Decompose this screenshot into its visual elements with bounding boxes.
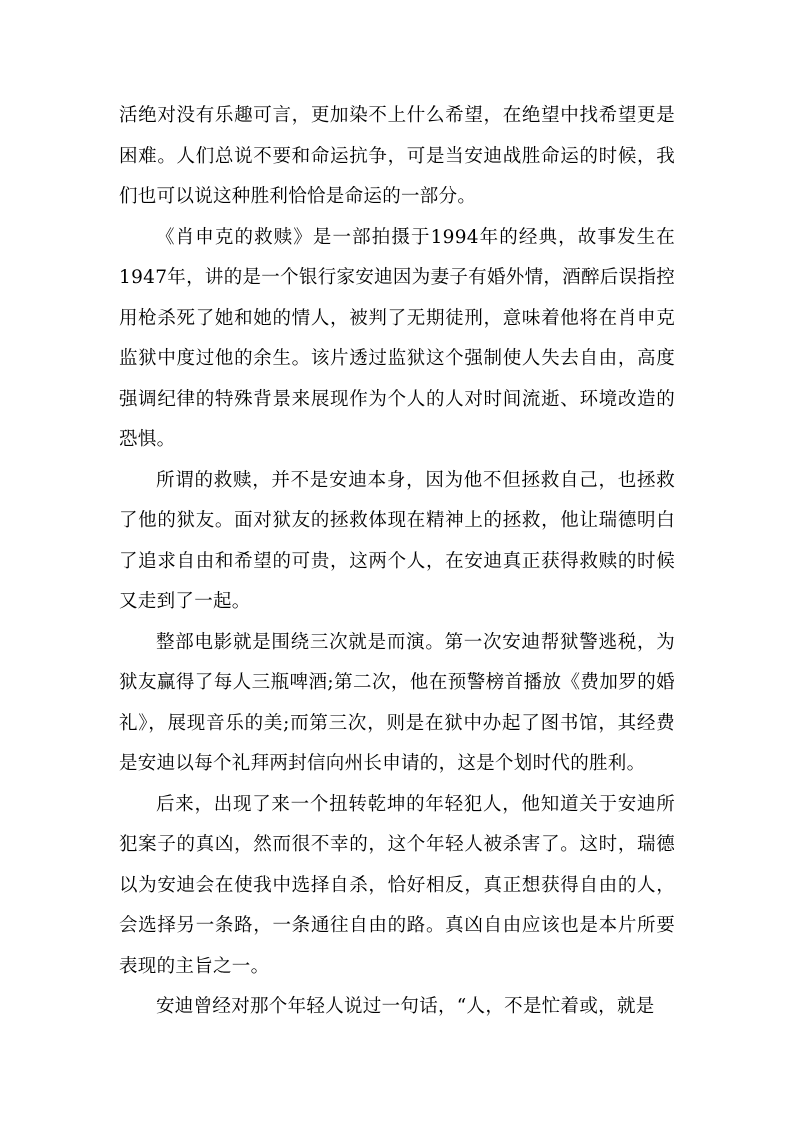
paragraph-3: 所谓的救赎，并不是安迪本身，因为他不但拯救自己，也拯救了他的狱友。面对狱友的拯救体现在精神上的拯救，他让瑞德明白了追求自由和希望的可贵，这两个人，在安迪真正获得救赎的时候又走到了一起。 [119,469,675,612]
document-body [119,96,675,1028]
paragraph-4: 整部电影就是围绕三次就是而演。第一次安迪帮狱警逃税，为狱友赢得了每人三瓶啤酒;第二次，他在预警榜首播放《费加罗的婚礼》，展现音乐的美;而第三次，则是在狱中办起了图书馆，其经费是安迪以每个礼拜两封信向州长申请的，这是个划时代的胜利。 [119,631,675,774]
paragraph-5: 后来，出现了来一个扭转乾坤的年轻犯人，他知道关于安迪所犯案子的真凶，然而很不幸的，这个年轻人被杀害了。这时，瑞德以为安迪会在使我中选择自杀，恰好相反，真正想获得自由的人，会选择另一条路，一条通往自由的路。真凶自由应该也是本片所要表现的主旨之一。 [119,793,675,977]
paragraph-1: 活绝对没有乐趣可言，更加染不上什么希望，在绝望中找希望更是困难。人们总说不要和命运抗争，可是当安迪战胜命运的时候，我们也可以说这种胜利恰恰是命运的一部分。 [119,105,675,207]
paragraph-2: 《肖申克的救赎》是一部拍摄于1994年的经典，故事发生在1947年，讲的是一个银行家安迪因为妻子有婚外情，酒醉后误指控用枪杀死了她和她的情人，被判了无期徒刑，意味着他将在肖申克监狱中度过他的余生。该片透过监狱这个强制使人失去自由，高度强调纪律的特殊背景来展现作为个人的人对时间流逝、环境改造的恐惧。 [119,226,675,450]
paragraph-6: 安迪曾经对那个年轻人说过一句话，“人，不是忙着或，就是 [156,996,655,1017]
